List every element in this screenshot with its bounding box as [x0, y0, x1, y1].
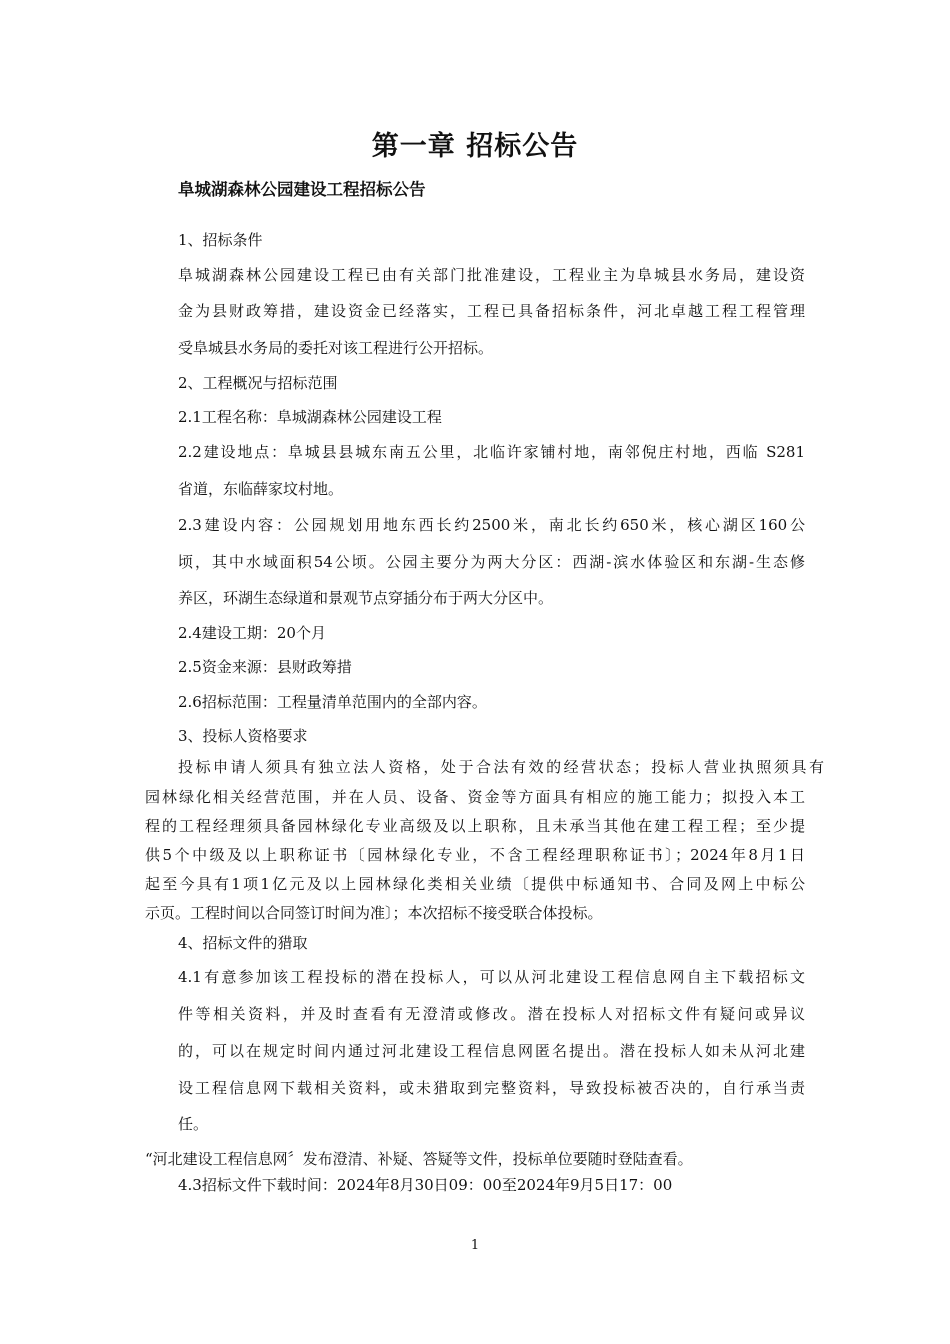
paragraph-line: 阜城湖森林公园建设工程已由有关部门批准建设，工程业主为阜城县水务局，建设资 [178, 266, 805, 284]
list-item: 顷，其中水域面积54公顷。公园主要分为两大分区：西湖-滨水体验区和东湖-生态修 [178, 553, 805, 571]
list-item: 2.6招标范围：工程量清单范围内的全部内容。 [178, 693, 487, 711]
section-heading-4: 4、招标文件的猎取 [178, 934, 308, 952]
paragraph-line: 示页。工程时间以合同签订时间为准〕；本次招标不接受联合体投标。 [145, 904, 603, 922]
paragraph-line: 件等相关资料，并及时查看有无澄清或修改。潜在投标人对招标文件有疑问或异议 [178, 1005, 805, 1023]
page-number: 1 [470, 1238, 480, 1253]
paragraph-line: 4.1有意参加该工程投标的潜在投标人，可以从河北建设工程信息网自主下载招标文 [178, 968, 805, 986]
paragraph-line: 任。 [178, 1115, 209, 1133]
list-item: 2.3建设内容：公园规划用地东西长约2500米，南北长约650米，核心湖区160公 [178, 516, 805, 534]
section-heading-3: 3、投标人资格要求 [178, 727, 308, 745]
list-item: 2.2建设地点：阜城县县城东南五公里，北临许家铺村地，南邻倪庄村地，西临 S281 [178, 443, 805, 461]
paragraph-line: 设工程信息网下载相关资料，或未猎取到完整资料，导致投标被否决的，自行承当责 [178, 1079, 805, 1097]
notice-title: 阜城湖森林公园建设工程招标公告 [178, 180, 426, 199]
paragraph-line: 起至今具有1项1亿元及以上园林绿化类相关业绩〔提供中标通知书、合同及网上中标公 [145, 875, 805, 893]
list-item: 养区，环湖生态绿道和景观节点穿插分布于两大分区中。 [178, 589, 554, 607]
chapter-title: 第一章 招标公告 [371, 131, 579, 162]
list-item: 2.5资金来源：县财政筹措 [178, 658, 352, 676]
paragraph-line: 投标申请人须具有独立法人资格，处于合法有效的经营状态；投标人营业执照须具有 [178, 758, 824, 776]
paragraph-line: 4.3招标文件下载时间：2024年8月30日09：00至2024年9月5日17：00 [178, 1176, 673, 1194]
list-item: 省道，东临薛家坟村地。 [178, 480, 344, 498]
paragraph-line: 金为县财政筹措，建设资金已经落实，工程已具备招标条件，河北卓越工程工程管理 [178, 302, 805, 320]
paragraph-line: 受阜城县水务局的委托对该工程进行公开招标。 [178, 339, 494, 357]
paragraph-line: 的，可以在规定时间内通过河北建设工程信息网匿名提出。潜在投标人如未从河北建 [178, 1042, 805, 1060]
section-heading-1: 1、招标条件 [178, 231, 263, 249]
list-item: 2.1工程名称：阜城湖森林公园建设工程 [178, 408, 442, 426]
section-heading-2: 2、工程概况与招标范围 [178, 374, 338, 392]
paragraph-line: 园林绿化相关经营范围，并在人员、设备、资金等方面具有相应的施工能力；拟投入本工 [145, 788, 805, 806]
paragraph-line: 供5个中级及以上职称证书〔园林绿化专业，不含工程经理职称证书〕；2024年8月1日 [145, 846, 805, 864]
paragraph-line: “河北建设工程信息网〞发布澄清、补疑、答疑等文件，投标单位要随时登陆查看。 [145, 1150, 693, 1168]
list-item: 2.4建设工期：20个月 [178, 624, 326, 642]
paragraph-line: 程的工程经理须具备园林绿化专业高级及以上职称，且未承当其他在建工程工程；至少提 [145, 817, 805, 835]
